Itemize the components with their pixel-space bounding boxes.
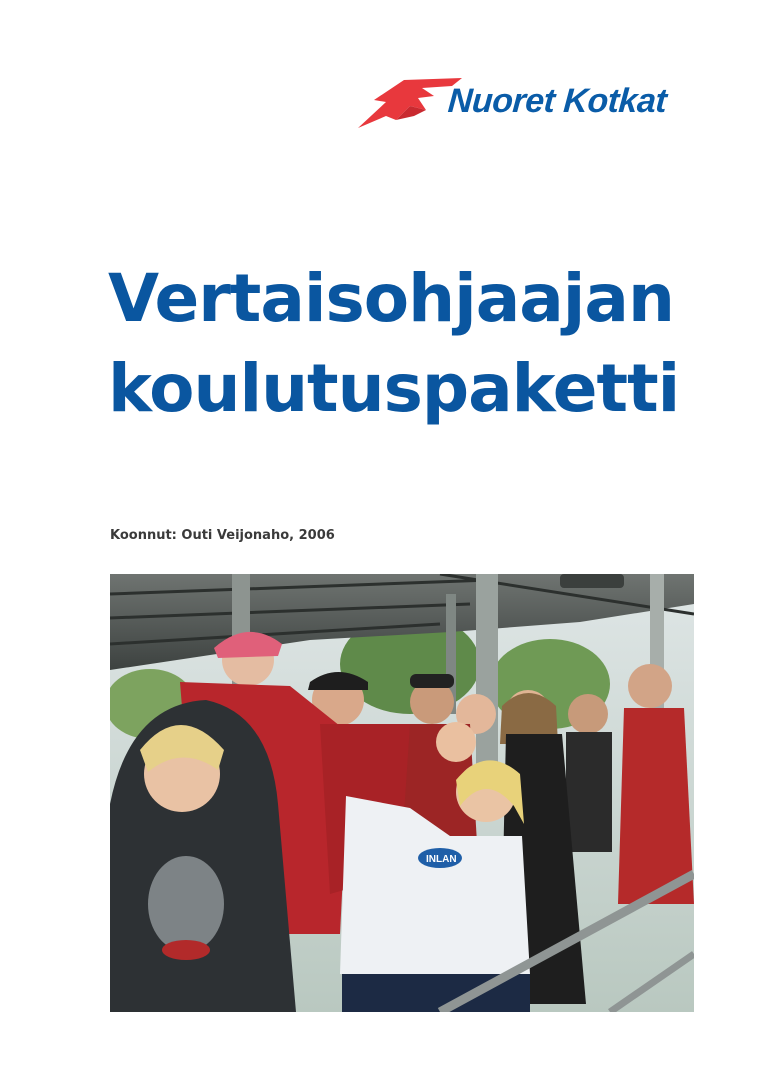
group-photo (110, 574, 694, 1012)
group-photo-illustration (110, 574, 694, 1012)
title-line-2: koulutuspaketti (108, 350, 680, 427)
nuoret-kotkat-logo (356, 76, 696, 138)
logo-wordmark: Nuoret Kotkat (446, 82, 668, 120)
document-title (108, 254, 679, 434)
shirt-print: INLAN (426, 854, 457, 865)
author-credit: Koonnut: Outi Veijonaho, 2006 (110, 528, 335, 543)
title-line-1: Vertaisohjaajan (108, 260, 674, 337)
